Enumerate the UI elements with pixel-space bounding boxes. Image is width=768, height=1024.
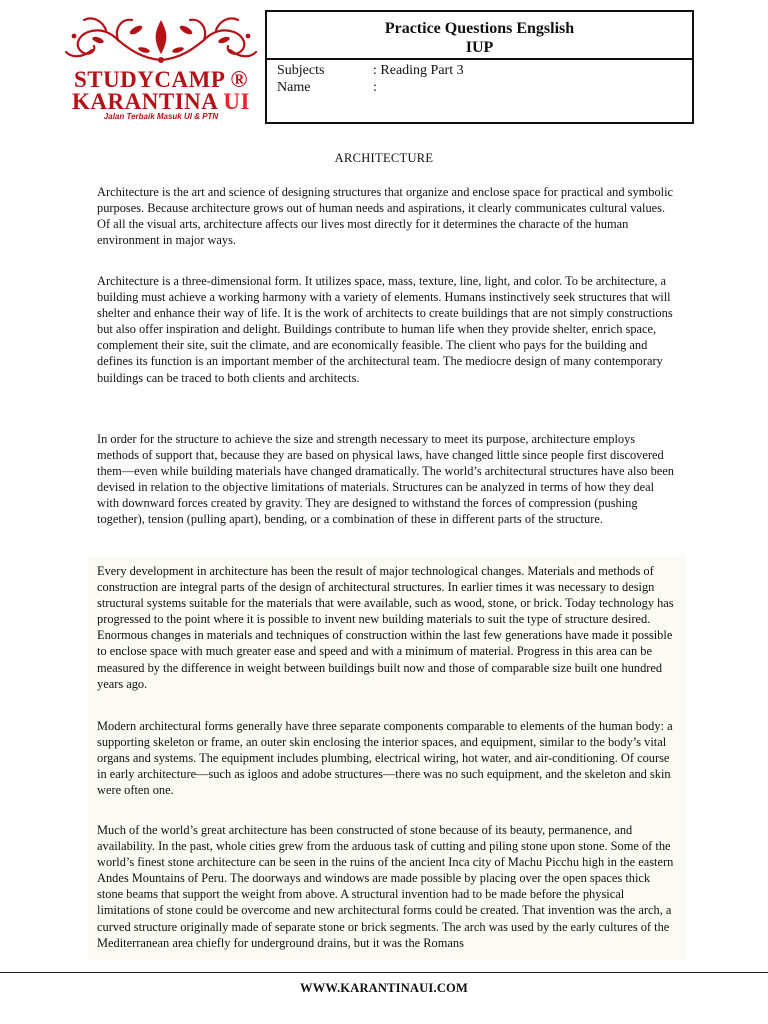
subjects-value: : Reading Part 3 bbox=[373, 63, 464, 78]
subjects-row bbox=[277, 63, 464, 79]
paragraph-1: Architecture is the art and science of designing structures that organize and enclose space for practical and symbolic purposes. Because architecture grows out of human needs and aspirations, it clearly communicates cultural values. Of all the visual arts, architecture affects our lives most directly for it determines the characte of the human environment in major ways. bbox=[97, 185, 674, 248]
brand-tagline: Jalan Terbaik Masuk UI & PTN bbox=[103, 112, 219, 121]
paragraph-4: Every development in architecture has been the result of major technological changes. Materials and methods of construction are integral parts of the design of architectural structures. In earlier times it was necessary to design structural systems suitable for the materials that were available, such as wood, stone, or brick. Today technology has progressed to the point where it is possible to invent new building materials to suit the type of structure desired. Enormous changes in materials and techniques of construction within the last few generations have made it possible to enclose space with much greater ease and speed and with a minimum of material. Progress in this area can be measured by the difference in weight between buildings built now and those of comparable size built one hundred years ago. bbox=[97, 564, 674, 691]
paragraph-6: Much of the world’s great architecture has been constructed of stone because of its beauty, permanence, and availability. In the past, whole cities grew from the arduous task of cutting and piling stone upon stone. Some of the world’s finest stone architecture can be seen in the ruins of the ancient Inca city of Machu Picchu high in the eastern Andes Mountains of Peru. The doorways and windows are made possible by placing over the open spaces thick stone beams that support the weight from above. A structural invention had to be made before the physical limitations of stone could be overcome and new architectural forms could be created. That invention was the arch, a curved structure originally made of separate stone or brick segments. The arch was used by the early cultures of the Mediterranean area chiefly for underground drains, but it was the Romans bbox=[97, 823, 674, 950]
paragraph-2: Architecture is a three-dimensional form. It utilizes space, mass, texture, line, light, and color. To be architecture, a building must achieve a working harmony with a variety of elements. Humans instinctively seek structures that will shelter and enhance their way of life. It is the work of architects to create buildings that are not simply constructions but also offer inspiration and delight. Buildings contribute to human life when they provide shelter, enrich space, complement their site, suit the climate, and are economically feasible. The client who pays for the building and defines its function is an important member of the architectural team. The mediocre design of many contemporary buildings can be traced to both clients and architects. bbox=[97, 274, 673, 385]
header-title-line1: Practice Questions Engslish bbox=[384, 20, 575, 37]
header-box bbox=[265, 10, 694, 124]
header-divider bbox=[267, 58, 692, 60]
paragraph-5: Modern architectural forms generally have three separate components comparable to elements of the human body: a supporting skeleton or frame, an outer skin enclosing the interior spaces, and equipment, similar to the body’s vital organs and systems. The equipment includes plumbing, electrical wiring, hot water, and air-conditioning. Of course in early architecture—such as igloos and adobe structures—there was no such equipment, and the skeleton and skin were often one. bbox=[97, 719, 673, 798]
brand-name-accent: UI bbox=[223, 89, 250, 114]
brand-name-line1: STUDYCAMP ® bbox=[73, 67, 249, 92]
floral-ornament-icon bbox=[52, 10, 270, 70]
footer-divider bbox=[0, 972, 768, 973]
brand-name-line2 bbox=[52, 90, 270, 114]
name-row bbox=[277, 80, 377, 96]
brand-name-main: KARANTINA bbox=[72, 89, 224, 114]
subjects-label: Subjects bbox=[277, 63, 325, 78]
footer-website-link[interactable]: WWW.KARANTINAUI.COM bbox=[300, 981, 468, 995]
logo bbox=[52, 10, 270, 122]
name-label: Name bbox=[277, 80, 311, 95]
document-title: ARCHITECTURE bbox=[334, 151, 434, 165]
header-title bbox=[267, 19, 692, 57]
paragraph-3: In order for the structure to achieve the size and strength necessary to meet its purpose, architecture employs methods of support that, because they are based on physical laws, have changed little since people first discovered them—even while building materials have changed dramatically. The world’s architectural structures have also been devised in relation to the objective limitations of materials. Structures can be analyzed in terms of how they deal with downward forces created by gravity. They are designed to withstand the forces of compression (pushing together), tension (pulling apart), bending, or a combination of these in different parts of the structure. bbox=[97, 432, 674, 527]
name-value: : bbox=[373, 80, 377, 95]
header-title-line2: IUP bbox=[465, 39, 494, 56]
